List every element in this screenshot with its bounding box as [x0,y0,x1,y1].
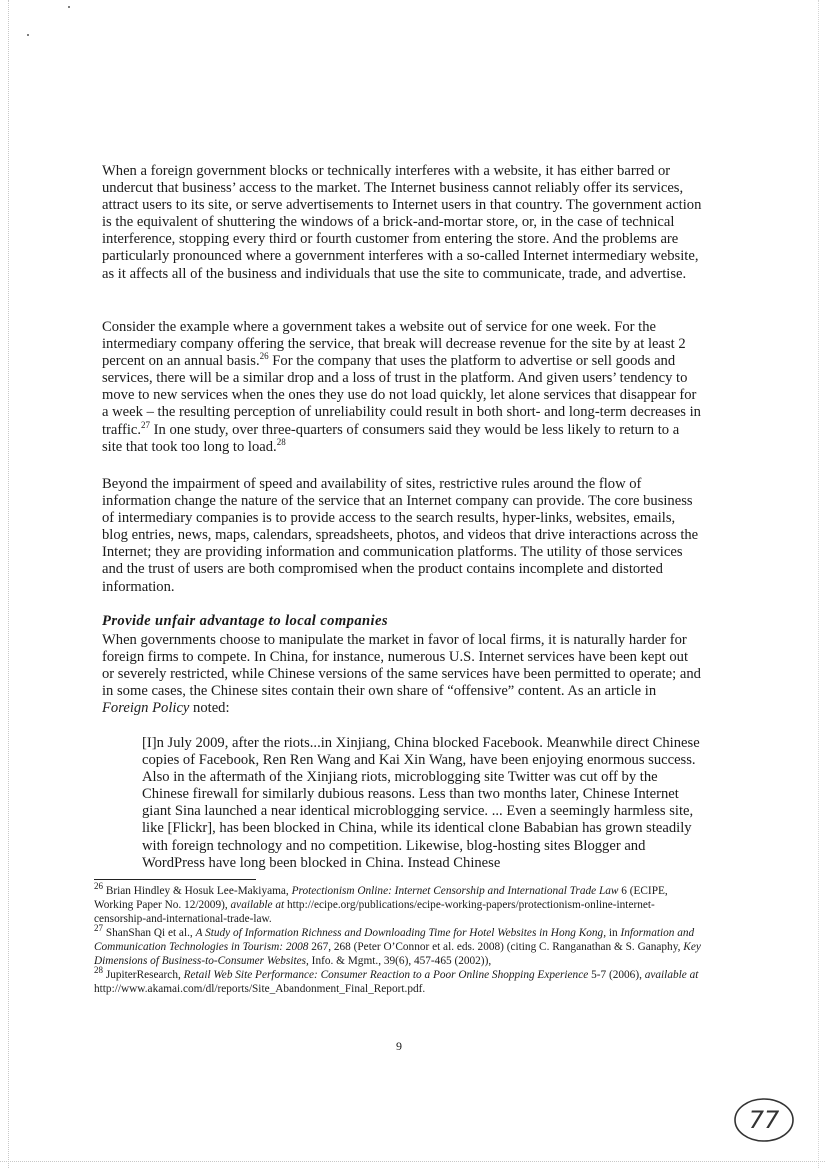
paragraph-local-advantage [102,632,702,717]
paragraph-text: For the company that uses the platform to advertise or sell goods and services, there will be a similar drop and a loss of trust in the platform. And given users’ tendency to move to new services when the ones they use do not load quickly, let alone services that disappear for a week – the resulting perception of unreliability could result in both short- and long-term decreases in traffic. [102,353,701,438]
footnote-number: 27 [94,923,103,934]
footnote-27 [94,923,702,968]
footnote-text: Brian Hindley & Hosuk Lee-Makiyama, [103,885,292,897]
paragraph-text: Consider the example where a government takes a website out of service for one week. For the intermediary company offering the service, that break will decrease revenue for the site by at least 2 percent on an annual basis. [102,319,686,370]
footnote-title: Protectionism Online: Internet Censorship and International Trade Law [291,885,619,897]
footnote-number: 28 [94,965,103,976]
footnote-title: Information and Communication Technologies in Tourism: 2008 [94,927,695,953]
footnote-signal: available at [230,899,285,911]
paragraph-outage-example [102,319,702,456]
paragraph-foreign-blocking: When a foreign government blocks or technically interferes with a website, it has either barred or undercut that business’ access to the market. The Internet business cannot reliably offer its services, attract users to its site, or serve advertisements to Internet users in that country. The government action is the equivalent of shuttering the windows of a brick-and-mortar store, or, in the case of technical interference, stopping every third or fourth customer from entering the store. And the problems are particularly pronounced where a government interferes with a so-called Internet intermediary website, as it affects all of the business and individuals that use the site to communicate, trade, and advertise. [102,163,702,282]
footnote-signal: available at [644,969,699,981]
handwritten-number: 77 [748,1106,780,1134]
footnote-text: 267, 268 (Peter O’Connor et al. eds. 2008) (citing C. Ranganathan & S. Ganaphy, [308,941,684,953]
paragraph-information-flow: Beyond the impairment of speed and availability of sites, restrictive rules around the flow of information change the nature of the service that an Internet company can provide. The core business of intermediary companies is to provide access to the search results, hyper-links, websites, emails, blog entries, news, maps, calendars, spreadsheets, photos, and videos that drive interactions across the Internet; they are providing information and communication platforms. The utility of those services and the trust of users are both compromised when the product contains incomplete and distorted information. [102,476,699,595]
footnote-28 [94,965,702,996]
paragraph-text: When governments choose to manipulate the market in favor of local firms, it is naturally harder for foreign firms to compete. In China, for instance, numerous U.S. Internet services have been kept out or severely restricted, while Chinese versions of the same services have been permitted to operate; and in some cases, the Chinese sites contain their own share of “offensive” content. As an article in [102,632,701,700]
scan-speck [27,34,29,36]
footnote-text: in [606,927,621,939]
footnote-number: 26 [94,881,103,892]
scan-speck [68,6,70,8]
footnote-title: Retail Web Site Performance: Consumer Reaction to a Poor Online Shopping Experience [183,969,589,981]
footnote-link[interactable]: http://www.akamai.com/dl/reports/Site_Abandonment_Final_Report.pdf. [94,983,426,995]
footnote-ref-27[interactable]: 27 [141,419,151,430]
footnote-text: 5-7 (2006), [588,969,645,981]
footnote-26 [94,881,702,926]
scan-edge-bottom [0,1161,825,1163]
footnote-separator [94,879,256,880]
paragraph-text: In one study, over three-quarters of consumers said they would be less likely to return to a site that took too long to load. [102,421,680,455]
footnote-text: 6 (ECIPE, Working Paper No. 12/2009), [94,885,668,911]
scan-edge-right [818,0,820,1168]
source-title: Foreign Policy [102,700,190,717]
paragraph-text: noted: [189,700,230,717]
scan-edge-left [8,0,10,1168]
footnote-title: A Study of Information Richness and Downloading Time for Hotel Websites in Hong Kong, [195,927,607,939]
footnotes [94,881,702,996]
footnote-link[interactable]: http://ecipe.org/publications/ecipe-working-papers/protectionism-online-internet-censorship-and-international-trade-law. [94,899,655,925]
footnote-text: ShanShan Qi et al., [103,927,196,939]
footnote-text: Info. & Mgmt., 39(6), 457-465 (2002)), [308,955,492,967]
block-quote: [I]n July 2009, after the riots...in Xinjiang, China blocked Facebook. Meanwhile direct Chinese copies of Facebook, Ren Ren Wang and Kai Xin Wang, have been enjoying enormous success. Also in the aftermath of the Xinjiang riots, microblogging site Twitter was cut off by the Chinese firewall for similarly dubious reasons. Less than two months later, Chinese Internet giant Sina launched a near identical microblogging service. ... Even a seemingly harmless site, like [Flickr], has been blocked in China, while its identical clone Bababian has grown steadily with foreign technology and no competition. Likewise, blog-hosting sites Blogger and WordPress have long been blocked in China. Instead Chinese [142,735,700,871]
section-heading: Provide unfair advantage to local companies [102,613,388,629]
footnote-text: JupiterResearch, [103,969,184,981]
page-number: 9 [396,1039,402,1053]
handwritten-circle-mark [732,1095,796,1145]
footnote-ref-28[interactable]: 28 [276,436,286,447]
footnote-ref-26[interactable]: 26 [259,351,269,362]
footnote-title: Key Dimensions of Business-to-Consumer Websites, [94,941,701,967]
